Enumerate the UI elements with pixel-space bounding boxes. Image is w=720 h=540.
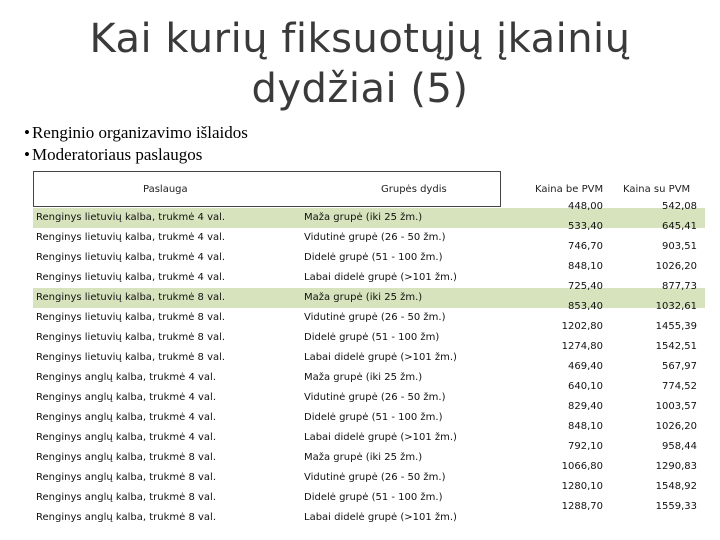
cell-price-inc-vat: 877,73 xyxy=(662,281,697,292)
table-row xyxy=(33,381,705,408)
cell-service: Renginys anglų kalba, trukmė 8 val. xyxy=(36,472,216,483)
table-row xyxy=(33,281,705,308)
cell-price-ex-vat: 469,40 xyxy=(568,361,603,372)
cell-price-ex-vat: 533,40 xyxy=(568,221,603,232)
cell-price-ex-vat: 1274,80 xyxy=(561,341,603,352)
cell-price-inc-vat: 567,97 xyxy=(662,361,697,372)
header-group-size: Grupės dydis xyxy=(381,184,447,195)
cell-group-size: Didelė grupė (51 - 100 žm) xyxy=(304,332,440,343)
cell-price-inc-vat: 774,52 xyxy=(662,381,697,392)
table-row xyxy=(33,261,705,288)
table-row xyxy=(33,201,705,228)
cell-price-inc-vat: 903,51 xyxy=(662,241,697,252)
cell-price-inc-vat: 1542,51 xyxy=(655,341,697,352)
cell-group-size: Maža grupė (iki 25 žm.) xyxy=(304,212,423,223)
cell-group-size: Labai didelė grupė (>101 žm.) xyxy=(304,432,457,443)
cell-group-size: Didelė grupė (51 - 100 žm.) xyxy=(304,412,443,423)
cell-price-ex-vat: 1202,80 xyxy=(561,321,603,332)
cell-service: Renginys anglų kalba, trukmė 4 val. xyxy=(36,392,216,403)
cell-price-ex-vat: 1280,10 xyxy=(561,481,603,492)
cell-service: Renginys lietuvių kalba, trukmė 4 val. xyxy=(36,232,226,243)
cell-service: Renginys lietuvių kalba, trukmė 4 val. xyxy=(36,272,226,283)
cell-price-ex-vat: 725,40 xyxy=(568,281,603,292)
header-price-inc-vat: Kaina su PVM xyxy=(623,184,691,195)
bullet-item: • Renginio organizavimo išlaidos xyxy=(24,122,248,144)
slide-title xyxy=(60,14,660,114)
cell-price-ex-vat: 1288,70 xyxy=(561,501,603,512)
cell-service: Renginys lietuvių kalba, trukmė 8 val. xyxy=(36,292,226,303)
cell-service: Renginys anglų kalba, trukmė 4 val. xyxy=(36,372,216,383)
cell-service: Renginys anglų kalba, trukmė 8 val. xyxy=(36,492,216,503)
cell-group-size: Labai didelė grupė (>101 žm.) xyxy=(304,272,457,283)
bullet-list xyxy=(24,122,248,166)
table-row xyxy=(33,301,705,328)
header-price-ex-vat: Kaina be PVM xyxy=(535,184,604,195)
table-row xyxy=(33,501,705,528)
table-row xyxy=(33,401,705,428)
table-row xyxy=(33,321,705,348)
cell-price-inc-vat: 1455,39 xyxy=(655,321,697,332)
title-line-2: dydžiai (5) xyxy=(251,66,469,112)
cell-service: Renginys anglų kalba, trukmė 8 val. xyxy=(36,452,216,463)
cell-price-ex-vat: 1066,80 xyxy=(561,461,603,472)
table-row xyxy=(33,421,705,448)
cell-service: Renginys lietuvių kalba, trukmė 4 val. xyxy=(36,212,226,223)
cell-service: Renginys lietuvių kalba, trukmė 8 val. xyxy=(36,312,226,323)
cell-service: Renginys anglų kalba, trukmė 4 val. xyxy=(36,432,216,443)
cell-price-inc-vat: 1003,57 xyxy=(655,401,697,412)
table-row xyxy=(33,241,705,268)
table-row xyxy=(33,221,705,248)
cell-group-size: Maža grupė (iki 25 žm.) xyxy=(304,372,423,383)
cell-price-ex-vat: 829,40 xyxy=(568,401,603,412)
cell-price-inc-vat: 542,08 xyxy=(662,201,697,212)
cell-service: Renginys anglų kalba, trukmė 8 val. xyxy=(36,512,216,523)
table-row xyxy=(33,361,705,388)
cell-price-ex-vat: 848,10 xyxy=(568,421,603,432)
cell-price-ex-vat: 853,40 xyxy=(568,301,603,312)
cell-group-size: Didelė grupė (51 - 100 žm.) xyxy=(304,252,443,263)
cell-group-size: Didelė grupė (51 - 100 žm.) xyxy=(304,492,443,503)
cell-price-inc-vat: 1559,33 xyxy=(655,501,697,512)
cell-group-size: Vidutinė grupė (26 - 50 žm.) xyxy=(304,392,446,403)
cell-price-inc-vat: 1026,20 xyxy=(655,261,697,272)
cell-price-inc-vat: 1290,83 xyxy=(655,461,697,472)
cell-service: Renginys lietuvių kalba, trukmė 8 val. xyxy=(36,352,226,363)
bullet-item: • Moderatoriaus paslaugos xyxy=(24,144,248,166)
cell-group-size: Vidutinė grupė (26 - 50 žm.) xyxy=(304,312,446,323)
header-service: Paslauga xyxy=(143,184,188,195)
cell-group-size: Maža grupė (iki 25 žm.) xyxy=(304,452,423,463)
cell-price-inc-vat: 1548,92 xyxy=(655,481,697,492)
cell-price-inc-vat: 645,41 xyxy=(662,221,697,232)
title-line-1: Kai kurių fiksuotųjų įkainių xyxy=(89,16,631,62)
cell-group-size: Vidutinė grupė (26 - 50 žm.) xyxy=(304,472,446,483)
cell-group-size: Labai didelė grupė (>101 žm.) xyxy=(304,352,457,363)
cell-price-ex-vat: 848,10 xyxy=(568,261,603,272)
cell-price-ex-vat: 448,00 xyxy=(568,201,603,212)
table-row xyxy=(33,341,705,368)
table-row xyxy=(33,441,705,468)
cell-service: Renginys lietuvių kalba, trukmė 8 val. xyxy=(36,332,226,343)
cell-price-ex-vat: 640,10 xyxy=(568,381,603,392)
cell-group-size: Labai didelė grupė (>101 žm.) xyxy=(304,512,457,523)
cell-price-inc-vat: 1026,20 xyxy=(655,421,697,432)
cell-service: Renginys lietuvių kalba, trukmė 4 val. xyxy=(36,252,226,263)
table-row xyxy=(33,481,705,508)
cell-service: Renginys anglų kalba, trukmė 4 val. xyxy=(36,412,216,423)
cell-price-ex-vat: 746,70 xyxy=(568,241,603,252)
cell-price-ex-vat: 792,10 xyxy=(568,441,603,452)
table-row xyxy=(33,461,705,488)
cell-group-size: Vidutinė grupė (26 - 50 žm.) xyxy=(304,232,446,243)
cell-price-inc-vat: 1032,61 xyxy=(655,301,697,312)
cell-group-size: Maža grupė (iki 25 žm.) xyxy=(304,292,423,303)
cell-price-inc-vat: 958,44 xyxy=(662,441,697,452)
